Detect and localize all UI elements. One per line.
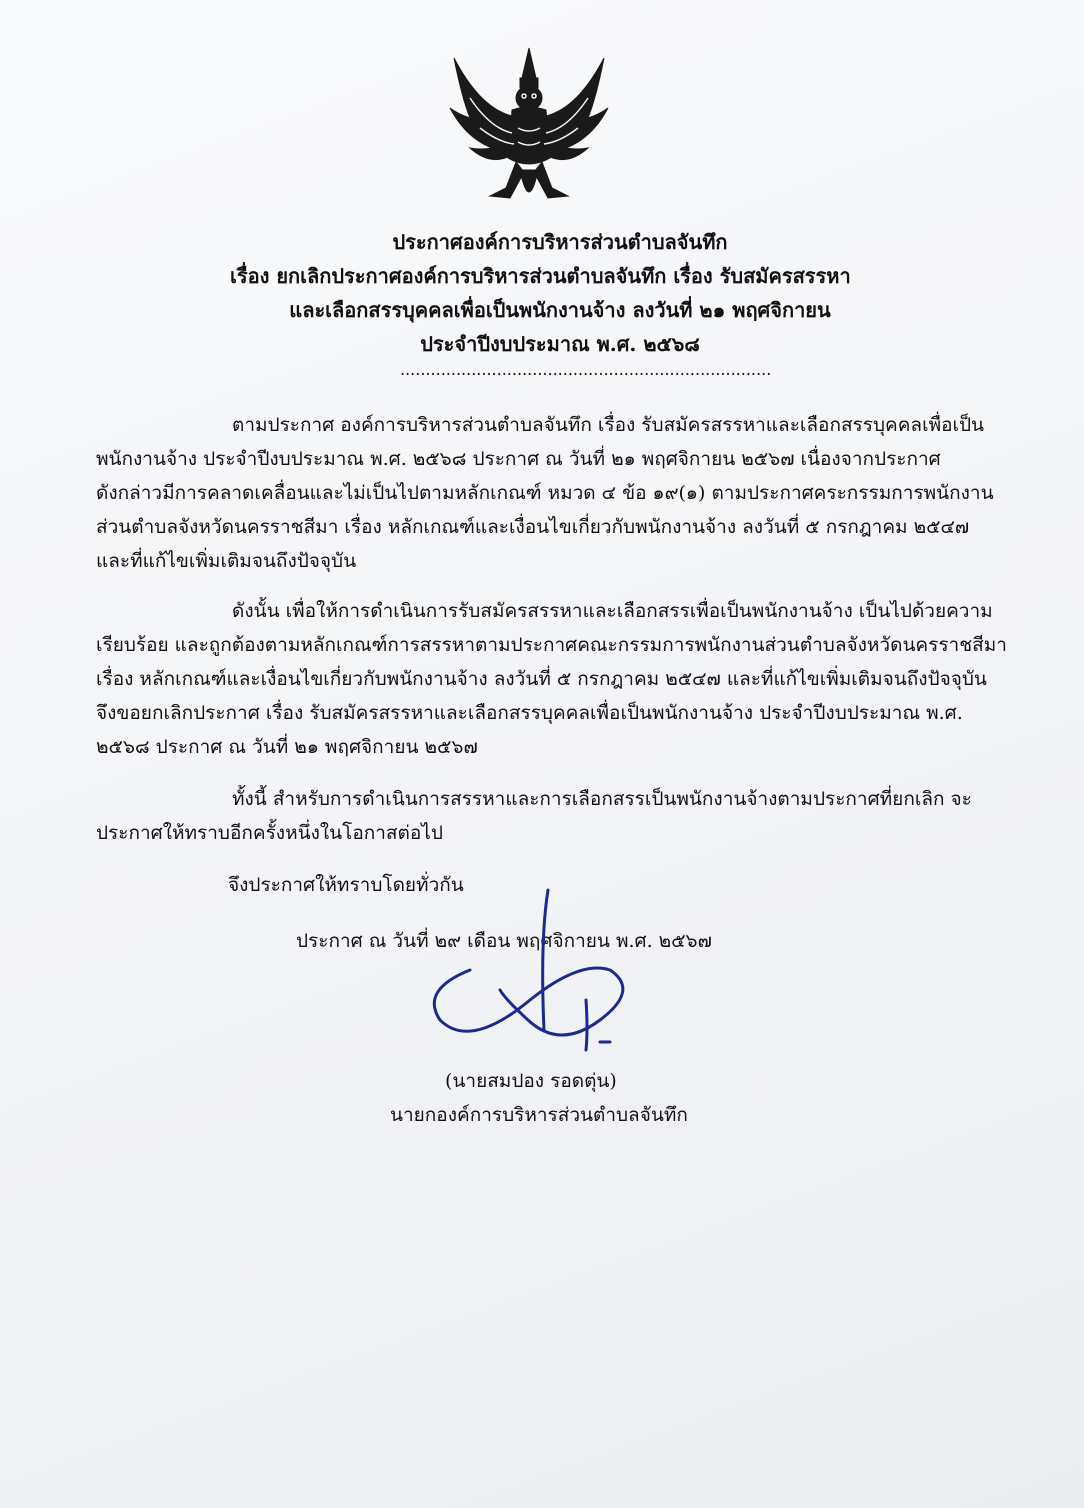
paragraph-1-line: ส่วนตำบลจังหวัดนครราชสีมา เรื่อง หลักเกณฑ์และเงื่อนไขเกี่ยวกับพนักงานจ้าง ลงวันที่ ๕ กรกฎาคม ๒๕๔๗ bbox=[96, 516, 970, 538]
announcement-date: ประกาศ ณ วันที่ ๒๙ เดือน พฤศจิกายน พ.ศ. ๒๕๖๗ bbox=[296, 930, 712, 952]
paragraph-3-line: ทั้งนี้ สำหรับการดำเนินการสรรหาและการเลือกสรรเป็นพนักงานจ้างตามประกาศที่ยกเลิก จะ bbox=[232, 788, 972, 810]
paragraph-1-line: ตามประกาศ องค์การบริหารส่วนตำบลจันทึก เรื่อง รับสมัครสรรหาและเลือกสรรบุคคลเพื่อเป็น bbox=[232, 414, 985, 436]
paragraph-2-line: เรียบร้อย และถูกต้องตามหลักเกณฑ์การสรรหาตามประกาศคณะกรรมการพนักงานส่วนตำบลจังหวัดนครราชสีมา bbox=[96, 634, 1007, 656]
closing-statement: จึงประกาศให้ทราบโดยทั่วกัน bbox=[228, 874, 464, 896]
paragraph-3-line: ประกาศให้ทราบอีกครั้งหนึ่งในโอกาสต่อไป bbox=[96, 822, 443, 844]
paragraph-2-line: เรื่อง หลักเกณฑ์และเงื่อนไขเกี่ยวกับพนักงานจ้าง ลงวันที่ ๕ กรกฎาคม ๒๕๔๗ และที่แก้ไขเพิ่มเติมจนถึงปัจจุบัน bbox=[96, 668, 987, 690]
paragraph-1-line: และที่แก้ไขเพิ่มเติมจนถึงปัจจุบัน bbox=[96, 550, 357, 572]
signer-name: (นายสมปอง รอดตุ่น) bbox=[445, 1070, 617, 1092]
title-separator: ......................................................................... bbox=[400, 360, 772, 379]
paragraph-1-line: พนักงานจ้าง ประจำปีงบประมาณ พ.ศ. ๒๕๖๘ ประกาศ ณ วันที่ ๒๑ พฤศจิกายน ๒๕๖๗ เนื่องจากประกาศ bbox=[96, 448, 941, 470]
paragraph-2-line: ๒๕๖๘ ประกาศ ณ วันที่ ๒๑ พฤศจิกายน ๒๕๖๗ bbox=[96, 736, 478, 758]
announcement-subject-cont: และเลือกสรรบุคคลเพื่อเป็นพนักงานจ้าง ลงวันที่ ๒๑ พฤศจิกายน bbox=[289, 298, 831, 322]
paragraph-1-line: ดังกล่าวมีการคลาดเคลื่อนและไม่เป็นไปตามหลักเกณฑ์ หมวด ๔ ข้อ ๑๙(๑) ตามประกาศคระกรรมการพนักงาน bbox=[96, 482, 994, 504]
signature-icon bbox=[410, 880, 650, 1060]
announcement-subject: เรื่อง ยกเลิกประกาศองค์การบริหารส่วนตำบลจันทึก เรื่อง รับสมัครสรรหา bbox=[230, 264, 851, 288]
announcement-title: ประกาศองค์การบริหารส่วนตำบลจันทึก bbox=[392, 230, 728, 254]
announcement-fiscal-year: ประจำปีงบประมาณ พ.ศ. ๒๕๖๘ bbox=[420, 332, 700, 356]
signer-title: นายกองค์การบริหารส่วนตำบลจันทึก bbox=[390, 1104, 688, 1126]
paragraph-2-line: จึงขอยกเลิกประกาศ เรื่อง รับสมัครสรรหาและเลือกสรรบุคคลเพื่อเป็นพนักงานจ้าง ประจำปีงบประมาณ พ.ศ. bbox=[96, 702, 963, 724]
garuda-emblem-icon bbox=[440, 38, 618, 216]
paragraph-2-line: ดังนั้น เพื่อให้การดำเนินการรับสมัครสรรหาและเลือกสรรเพื่อเป็นพนักงานจ้าง เป็นไปด้วยความ bbox=[232, 600, 993, 622]
